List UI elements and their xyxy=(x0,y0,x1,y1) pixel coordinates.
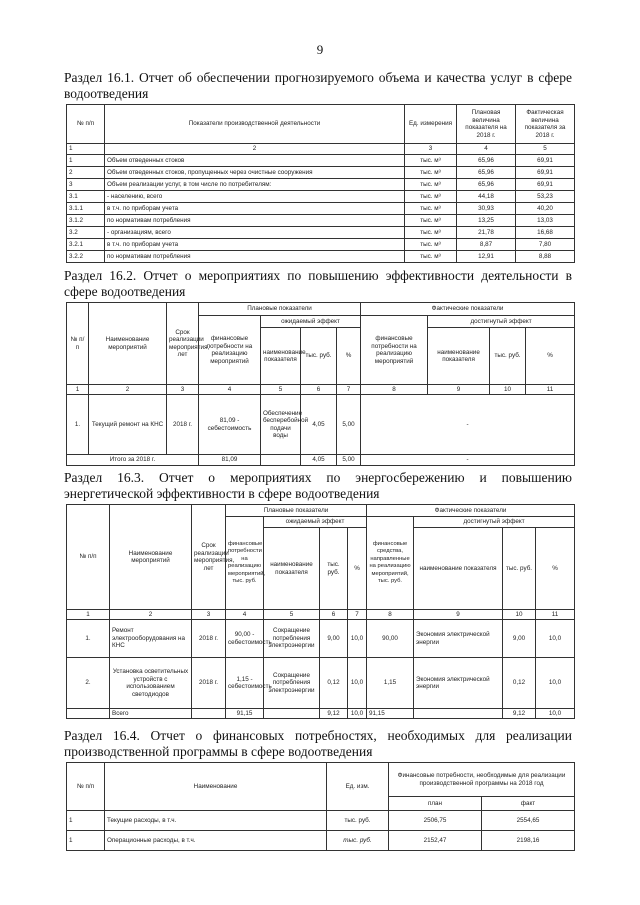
row-indicator: в т.ч. по приборам учета xyxy=(105,239,405,251)
col-number: 9 xyxy=(428,385,490,395)
total-ach-tr: 9,12 xyxy=(503,709,536,719)
total-fact: - xyxy=(361,455,575,466)
table-number-row xyxy=(67,385,575,395)
row-ach-name: Экономия электрической энергии xyxy=(414,620,503,658)
header-exp-tr: тыс. руб. xyxy=(320,528,348,610)
header-ach-name: наименование показателя xyxy=(414,528,503,610)
col-number: 4 xyxy=(457,144,516,155)
table-total-row xyxy=(67,709,575,719)
row-unit: тыс. м³ xyxy=(405,167,457,179)
section-16-1-title: Раздел 16.1. Отчет об обеспечении прогнозируемого объема и качества услуг в сфере водоотведения xyxy=(64,70,572,101)
col-number: 7 xyxy=(337,385,361,395)
row-no: 3 xyxy=(67,179,105,191)
total-plan-fin: 91,15 xyxy=(226,709,264,719)
row-fact-fin: 90,00 xyxy=(367,620,414,658)
total-label: Итого за 2018 г. xyxy=(67,455,199,466)
header-name: Наименование мероприятий xyxy=(89,303,167,385)
row-ach-tr: 0,12 xyxy=(503,658,536,709)
row-plan: 65,96 xyxy=(457,179,516,191)
col-number: 2 xyxy=(110,610,192,620)
row-exp-name: Сокращение потребления электроэнергии xyxy=(264,620,320,658)
row-plan: 2152,47 xyxy=(389,831,482,851)
col-number: 2 xyxy=(89,385,167,395)
total-label: Всего xyxy=(110,709,192,719)
table-number-row xyxy=(67,610,575,620)
table-row xyxy=(67,831,575,851)
header-plan-fin: финансовые потребности на реализацию мероприятий xyxy=(199,316,261,385)
row-no: 1. xyxy=(67,395,89,455)
row-fact: 69,91 xyxy=(516,179,575,191)
col-number: 5 xyxy=(516,144,575,155)
col-number: 3 xyxy=(192,610,226,620)
row-plan: 65,96 xyxy=(457,155,516,167)
row-no: 2 xyxy=(67,167,105,179)
row-plan: 21,78 xyxy=(457,227,516,239)
row-exp-name: Обеспечение бесперебойной подачи воды xyxy=(261,395,301,455)
row-plan-fin: 90,00 - себестоимость xyxy=(226,620,264,658)
page-number: 9 xyxy=(316,42,324,57)
row-plan: 30,93 xyxy=(457,203,516,215)
table-row xyxy=(67,227,575,239)
table-16-2 xyxy=(66,302,575,466)
header-achieved: достигнутый эффект xyxy=(428,316,575,328)
row-fact: - xyxy=(361,395,575,455)
row-indicator: по нормативам потребления xyxy=(105,251,405,263)
header-term: Срок реализации мероприятия, лет xyxy=(192,505,226,610)
row-term: 2018 г. xyxy=(192,620,226,658)
col-number: 2 xyxy=(105,144,405,155)
header-ach-tr: тыс. руб. xyxy=(503,528,536,610)
row-no: 2. xyxy=(67,658,110,709)
row-unit: тыс. м³ xyxy=(405,155,457,167)
total-empty xyxy=(67,709,110,719)
header-indicator: Показатели производственной деятельности xyxy=(105,105,405,144)
header-exp-name: наименование показателя xyxy=(261,328,301,385)
total-empty xyxy=(264,709,320,719)
row-exp-tr: 9,00 xyxy=(320,620,348,658)
row-exp-name: Сокращение потребления электроэнергии xyxy=(264,658,320,709)
table-row xyxy=(67,167,575,179)
total-exp-pct: 5,00 xyxy=(337,455,361,466)
row-name: Операционные расходы, в т.ч. xyxy=(105,831,327,851)
header-fin: Финансовые потребности, необходимые для реализации производственной программы на 2018 год xyxy=(389,763,575,797)
row-plan: 65,96 xyxy=(457,167,516,179)
header-achieved: достигнутый эффект xyxy=(414,517,575,528)
header-ach-tr: тыс. руб. xyxy=(490,328,526,385)
row-unit: тыс. м³ xyxy=(405,215,457,227)
header-fact-fin: финансовые средства, направленные на реализацию мероприятий, тыс. руб. xyxy=(367,517,414,610)
col-number: 6 xyxy=(301,385,337,395)
table-header-row xyxy=(67,105,575,144)
row-exp-pct: 10,0 xyxy=(348,620,367,658)
row-ach-name: Экономия электрической энергии xyxy=(414,658,503,709)
section-16-4-title: Раздел 16.4. Отчет о финансовых потребностях, необходимых для реализации производственной программы в сфере водоотведения xyxy=(64,728,572,759)
row-fact: 69,91 xyxy=(516,155,575,167)
header-plan: Плановые показатели xyxy=(199,303,361,316)
row-exp-tr: 0,12 xyxy=(320,658,348,709)
header-plan: Плановая величина показателя на 2018 г. xyxy=(457,105,516,144)
row-plan-fin: 81,09 - себестоимость xyxy=(199,395,261,455)
table-row xyxy=(67,239,575,251)
row-fact: 53,23 xyxy=(516,191,575,203)
header-no: № п/п xyxy=(67,105,105,144)
row-exp-pct: 10,0 xyxy=(348,658,367,709)
row-plan: 2506,75 xyxy=(389,811,482,831)
table-row xyxy=(67,215,575,227)
row-exp-tr: 4,05 xyxy=(301,395,337,455)
col-number: 11 xyxy=(526,385,575,395)
header-plan: план xyxy=(389,797,482,811)
row-fact: 16,68 xyxy=(516,227,575,239)
table-16-4 xyxy=(66,762,575,851)
header-name: Наименование xyxy=(105,763,327,811)
header-fact-fin: финансовые потребности на реализацию мероприятий xyxy=(361,316,428,385)
table-row xyxy=(67,155,575,167)
row-indicator: - населению, всего xyxy=(105,191,405,203)
row-indicator: Объем реализации услуг, в том числе по потребителям: xyxy=(105,179,405,191)
col-number: 1 xyxy=(67,385,89,395)
row-no: 3.1.1 xyxy=(67,203,105,215)
row-fact: 13,03 xyxy=(516,215,575,227)
header-exp-name: наименование показателя xyxy=(264,528,320,610)
total-ach-pct: 10,0 xyxy=(536,709,575,719)
row-plan: 8,87 xyxy=(457,239,516,251)
row-no: 1 xyxy=(67,155,105,167)
col-number: 11 xyxy=(536,610,575,620)
header-unit: Ед. измерения xyxy=(405,105,457,144)
row-fact: 8,88 xyxy=(516,251,575,263)
row-no: 1 xyxy=(67,831,105,851)
row-term: 2018 г. xyxy=(167,395,199,455)
row-indicator: по нормативам потребления xyxy=(105,215,405,227)
row-name: Установка осветительных устройств с использованием светодиодов xyxy=(110,658,192,709)
header-term: Срок реализации мероприятия, лет xyxy=(167,303,199,385)
col-number: 8 xyxy=(361,385,428,395)
row-no: 3.1.2 xyxy=(67,215,105,227)
total-exp-tr: 4,05 xyxy=(301,455,337,466)
col-number: 8 xyxy=(367,610,414,620)
row-indicator: в т.ч. по приборам учета xyxy=(105,203,405,215)
row-indicator: - организациям, всего xyxy=(105,227,405,239)
header-no: № п/п xyxy=(67,505,110,610)
row-unit: тыс. м³ xyxy=(405,203,457,215)
col-number: 9 xyxy=(414,610,503,620)
row-unit: тыс. м³ xyxy=(405,191,457,203)
row-fact: 40,20 xyxy=(516,203,575,215)
header-ach-pct: % xyxy=(526,328,575,385)
total-empty xyxy=(192,709,226,719)
row-no: 3.1 xyxy=(67,191,105,203)
total-plan-fin: 81,09 xyxy=(199,455,261,466)
header-expected: ожидаемый эффект xyxy=(264,517,367,528)
header-fact: Фактические показатели xyxy=(367,505,575,517)
table-16-1 xyxy=(66,104,575,263)
total-fact-fin: 91,15 xyxy=(367,709,414,719)
table-row xyxy=(67,191,575,203)
row-no: 3.2.2 xyxy=(67,251,105,263)
row-unit: тыс. м³ xyxy=(405,239,457,251)
row-name: Текущий ремонт на КНС xyxy=(89,395,167,455)
row-no: 3.2 xyxy=(67,227,105,239)
col-number: 1 xyxy=(67,610,110,620)
header-fact: Фактические показатели xyxy=(361,303,575,316)
total-empty xyxy=(414,709,503,719)
table-row xyxy=(67,658,575,709)
col-number: 1 xyxy=(67,144,105,155)
header-fact: Фактическая величина показателя за 2018 г. xyxy=(516,105,575,144)
total-exp-tr: 9,12 xyxy=(320,709,348,719)
section-16-3-title: Раздел 16.3. Отчет о мероприятиях по энергосбережению и повышению энергетической эффективности в сфере водоотведения xyxy=(64,470,572,501)
col-number: 10 xyxy=(503,610,536,620)
row-unit: тыс. м³ xyxy=(405,251,457,263)
header-fact: факт xyxy=(482,797,575,811)
row-name: Текущие расходы, в т.ч. xyxy=(105,811,327,831)
row-plan: 13,25 xyxy=(457,215,516,227)
total-exp-pct: 10,0 xyxy=(348,709,367,719)
row-indicator: Объем отведенных стоков xyxy=(105,155,405,167)
row-ach-tr: 9,00 xyxy=(503,620,536,658)
row-unit: тыс. руб. xyxy=(327,811,389,831)
row-fact: 2198,16 xyxy=(482,831,575,851)
header-exp-tr: тыс. руб. xyxy=(301,328,337,385)
col-number: 4 xyxy=(199,385,261,395)
row-fact-fin: 1,15 xyxy=(367,658,414,709)
table-row xyxy=(67,179,575,191)
header-no: № п/п xyxy=(67,763,105,811)
col-number: 4 xyxy=(226,610,264,620)
row-unit: тыс. руб. xyxy=(327,831,389,851)
header-unit: Ед. изм. xyxy=(327,763,389,811)
table-row xyxy=(67,203,575,215)
row-exp-pct: 5,00 xyxy=(337,395,361,455)
table-row xyxy=(67,811,575,831)
header-plan: Плановые показатели xyxy=(226,505,367,517)
col-number: 3 xyxy=(167,385,199,395)
table-16-3 xyxy=(66,504,575,719)
row-plan: 44,18 xyxy=(457,191,516,203)
row-fact: 7,80 xyxy=(516,239,575,251)
col-number: 10 xyxy=(490,385,526,395)
section-16-2-title: Раздел 16.2. Отчет о мероприятиях по повышению эффективности деятельности в сфере водоотведения xyxy=(64,268,572,299)
header-ach-pct: % xyxy=(536,528,575,610)
total-exp-name xyxy=(261,455,301,466)
row-unit: тыс. м³ xyxy=(405,179,457,191)
col-number: 7 xyxy=(348,610,367,620)
table-row xyxy=(67,251,575,263)
col-number: 5 xyxy=(264,610,320,620)
table-total-row xyxy=(67,455,575,466)
header-expected: ожидаемый эффект xyxy=(261,316,361,328)
row-fact: 69,91 xyxy=(516,167,575,179)
col-number: 6 xyxy=(320,610,348,620)
row-plan: 12,91 xyxy=(457,251,516,263)
row-fact: 2554,65 xyxy=(482,811,575,831)
row-plan-fin: 1,15 - себестоимость xyxy=(226,658,264,709)
table-row xyxy=(67,395,575,455)
header-plan-fin: финансовые потребности на реализацию мероприятий, тыс. руб. xyxy=(226,517,264,610)
col-number: 5 xyxy=(261,385,301,395)
row-ach-pct: 10,0 xyxy=(536,658,575,709)
header-name: Наименование мероприятий xyxy=(110,505,192,610)
row-unit: тыс. м³ xyxy=(405,227,457,239)
header-no: № п/ п xyxy=(67,303,89,385)
row-name: Ремонт электрооборудования на КНС xyxy=(110,620,192,658)
header-exp-pct: % xyxy=(348,528,367,610)
row-ach-pct: 10,0 xyxy=(536,620,575,658)
row-indicator: Объем отведенных стоков, пропущенных через очистные сооружения xyxy=(105,167,405,179)
table-row xyxy=(67,620,575,658)
table-number-row xyxy=(67,144,575,155)
row-term: 2018 г. xyxy=(192,658,226,709)
col-number: 3 xyxy=(405,144,457,155)
row-no: 1. xyxy=(67,620,110,658)
row-no: 3.2.1 xyxy=(67,239,105,251)
header-exp-pct: % xyxy=(337,328,361,385)
header-ach-name: наименование показателя xyxy=(428,328,490,385)
row-no: 1 xyxy=(67,811,105,831)
